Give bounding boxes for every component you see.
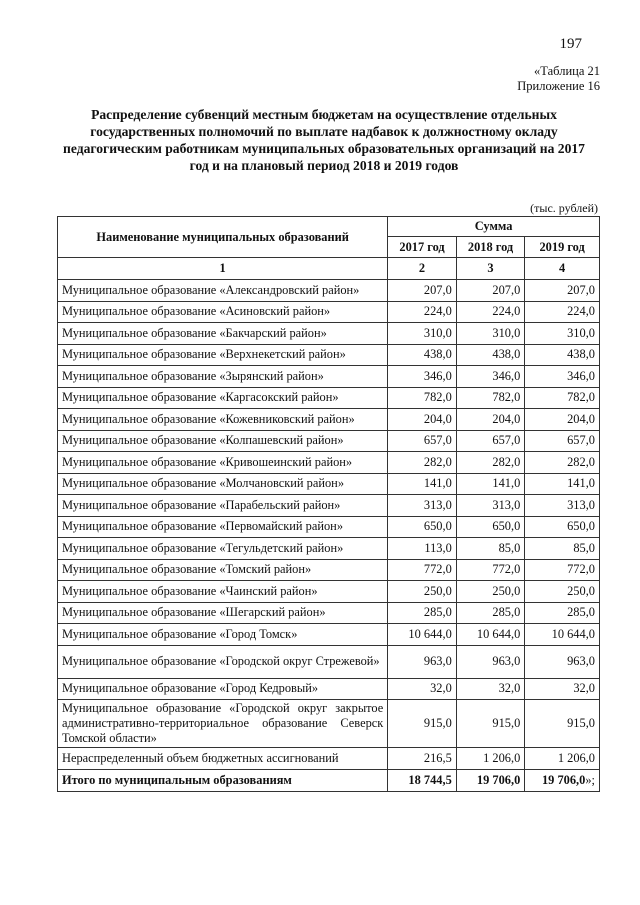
- amount-2018: 10 644,0: [456, 624, 525, 646]
- header-year-2017: 2017 год: [388, 237, 457, 258]
- amount-2019: 650,0: [525, 516, 600, 538]
- municipality-name: Муниципальное образование «Парабельский район»: [58, 495, 388, 517]
- amount-2018: 285,0: [456, 602, 525, 624]
- municipality-name: Муниципальное образование «Чаинский район»: [58, 581, 388, 603]
- table-row: [58, 280, 600, 302]
- amount-2019: 782,0: [525, 387, 600, 409]
- amount-2019: 32,0: [525, 678, 600, 700]
- total-row: [58, 769, 600, 791]
- amount-2019: 224,0: [525, 301, 600, 323]
- amount-2017: 285,0: [388, 602, 457, 624]
- amount-2019: 204,0: [525, 409, 600, 431]
- amount-2017: 141,0: [388, 473, 457, 495]
- table-row: [58, 624, 600, 646]
- table-row: [58, 538, 600, 560]
- amount-2018: 282,0: [456, 452, 525, 474]
- municipality-name: Муниципальное образование «Зырянский район»: [58, 366, 388, 388]
- municipality-name: Муниципальное образование «Молчановский район»: [58, 473, 388, 495]
- column-number-3: 3: [456, 258, 525, 280]
- amount-2017: 250,0: [388, 581, 457, 603]
- amount-2018: 32,0: [456, 678, 525, 700]
- amount-2017: 963,0: [388, 645, 457, 678]
- municipality-name: Муниципальное образование «Каргасокский район»: [58, 387, 388, 409]
- total-2019-cell: [525, 769, 600, 791]
- municipality-name: Муниципальное образование «Томский район»: [58, 559, 388, 581]
- municipality-name: Муниципальное образование «Кривошеинский район»: [58, 452, 388, 474]
- amount-2019: 85,0: [525, 538, 600, 560]
- header-name-column: Наименование муниципальных образований: [58, 217, 388, 258]
- municipality-name: Муниципальное образование «Тегульдетский район»: [58, 538, 388, 560]
- amount-2018: 250,0: [456, 581, 525, 603]
- amount-2019: 250,0: [525, 581, 600, 603]
- table-row: [58, 473, 600, 495]
- amount-2018: 963,0: [456, 645, 525, 678]
- total-2019: 19 706,0: [541, 772, 586, 787]
- header-year-2019: 2019 год: [525, 237, 600, 258]
- amount-2017: 207,0: [388, 280, 457, 302]
- municipality-name: Муниципальное образование «Колпашевский район»: [58, 430, 388, 452]
- total-2018: 19 706,0: [456, 769, 525, 791]
- table-row: [58, 645, 600, 678]
- amount-2018: 346,0: [456, 366, 525, 388]
- amount-2017: 346,0: [388, 366, 457, 388]
- amount-2017: 216,5: [388, 748, 457, 770]
- municipality-name: Муниципальное образование «Городской округ закрытое административно-территориальное образование Северск Томской области»: [58, 700, 388, 748]
- municipality-name: Муниципальное образование «Александровский район»: [58, 280, 388, 302]
- subsidy-distribution-table: [57, 216, 600, 792]
- amount-2017: 438,0: [388, 344, 457, 366]
- total-label: Итого по муниципальным образованиям: [58, 769, 388, 791]
- document-title: Распределение субвенций местным бюджетам на осуществление отдельных государственных полномочий по выплате надбавок к должностному окладу педагогическим работникам муниципальных образовательных организаций на 2017 год и на плановый период 2018 и 2019 годов: [63, 107, 585, 173]
- amount-2018: 772,0: [456, 559, 525, 581]
- amount-2018: 224,0: [456, 301, 525, 323]
- units-label: (тыс. рублей): [530, 201, 598, 215]
- amount-2019: 313,0: [525, 495, 600, 517]
- amount-2018: 650,0: [456, 516, 525, 538]
- page-number: 197: [559, 36, 582, 52]
- amount-2019: 141,0: [525, 473, 600, 495]
- amount-2019: 285,0: [525, 602, 600, 624]
- table-row: [58, 409, 600, 431]
- table-row: [58, 678, 600, 700]
- amount-2017: 204,0: [388, 409, 457, 431]
- table-row: [58, 344, 600, 366]
- amount-2019: 207,0: [525, 280, 600, 302]
- amount-2018: 85,0: [456, 538, 525, 560]
- table-row: [58, 387, 600, 409]
- amount-2018: 204,0: [456, 409, 525, 431]
- amount-2018: 438,0: [456, 344, 525, 366]
- amount-2018: 141,0: [456, 473, 525, 495]
- appendix-label: Приложение 16: [517, 79, 600, 93]
- amount-2017: 10 644,0: [388, 624, 457, 646]
- amount-2018: 310,0: [456, 323, 525, 345]
- municipality-name: Муниципальное образование «Верхнекетский район»: [58, 344, 388, 366]
- column-number-1: 1: [58, 258, 388, 280]
- amount-2019: 657,0: [525, 430, 600, 452]
- amount-2019: 772,0: [525, 559, 600, 581]
- municipality-name: Муниципальное образование «Бакчарский район»: [58, 323, 388, 345]
- table-row: [58, 366, 600, 388]
- amount-2017: 657,0: [388, 430, 457, 452]
- amount-2017: 772,0: [388, 559, 457, 581]
- municipality-name: Муниципальное образование «Городской округ Стрежевой»: [58, 645, 388, 678]
- amount-2018: 207,0: [456, 280, 525, 302]
- amount-2017: 650,0: [388, 516, 457, 538]
- municipality-name: Муниципальное образование «Первомайский район»: [58, 516, 388, 538]
- column-number-4: 4: [525, 258, 600, 280]
- table-row: [58, 602, 600, 624]
- table-reference: «Таблица 21: [534, 64, 600, 78]
- municipality-name: Муниципальное образование «Кожевниковский район»: [58, 409, 388, 431]
- municipality-name: Муниципальное образование «Город Томск»: [58, 624, 388, 646]
- amount-2019: 1 206,0: [525, 748, 600, 770]
- amount-2019: 310,0: [525, 323, 600, 345]
- table-row: [58, 581, 600, 603]
- amount-2019: 10 644,0: [525, 624, 600, 646]
- table-row: [58, 452, 600, 474]
- amount-2017: 32,0: [388, 678, 457, 700]
- table-row: [58, 323, 600, 345]
- column-number-2: 2: [388, 258, 457, 280]
- table-row: [58, 516, 600, 538]
- closing-quote: »;: [585, 772, 595, 787]
- municipality-name: Муниципальное образование «Асиновский район»: [58, 301, 388, 323]
- table-row: [58, 430, 600, 452]
- amount-2019: 438,0: [525, 344, 600, 366]
- total-2017: 18 744,5: [388, 769, 457, 791]
- header-sum-group: Сумма: [388, 217, 600, 237]
- amount-2018: 782,0: [456, 387, 525, 409]
- amount-2017: 282,0: [388, 452, 457, 474]
- amount-2019: 282,0: [525, 452, 600, 474]
- amount-2017: 313,0: [388, 495, 457, 517]
- amount-2019: 963,0: [525, 645, 600, 678]
- table-row: [58, 495, 600, 517]
- appendix-reference: [517, 64, 600, 94]
- amount-2017: 782,0: [388, 387, 457, 409]
- municipality-name: Муниципальное образование «Шегарский район»: [58, 602, 388, 624]
- amount-2018: 657,0: [456, 430, 525, 452]
- amount-2017: 915,0: [388, 700, 457, 748]
- table-row: [58, 559, 600, 581]
- amount-2019: 346,0: [525, 366, 600, 388]
- amount-2017: 113,0: [388, 538, 457, 560]
- unallocated-label: Нераспределенный объем бюджетных ассигнований: [58, 748, 388, 770]
- amount-2018: 1 206,0: [456, 748, 525, 770]
- table-row: [58, 748, 600, 770]
- amount-2019: 915,0: [525, 700, 600, 748]
- table-row: [58, 700, 600, 748]
- amount-2018: 313,0: [456, 495, 525, 517]
- municipality-name: Муниципальное образование «Город Кедровый»: [58, 678, 388, 700]
- amount-2017: 310,0: [388, 323, 457, 345]
- amount-2018: 915,0: [456, 700, 525, 748]
- table-row: [58, 301, 600, 323]
- amount-2017: 224,0: [388, 301, 457, 323]
- header-year-2018: 2018 год: [456, 237, 525, 258]
